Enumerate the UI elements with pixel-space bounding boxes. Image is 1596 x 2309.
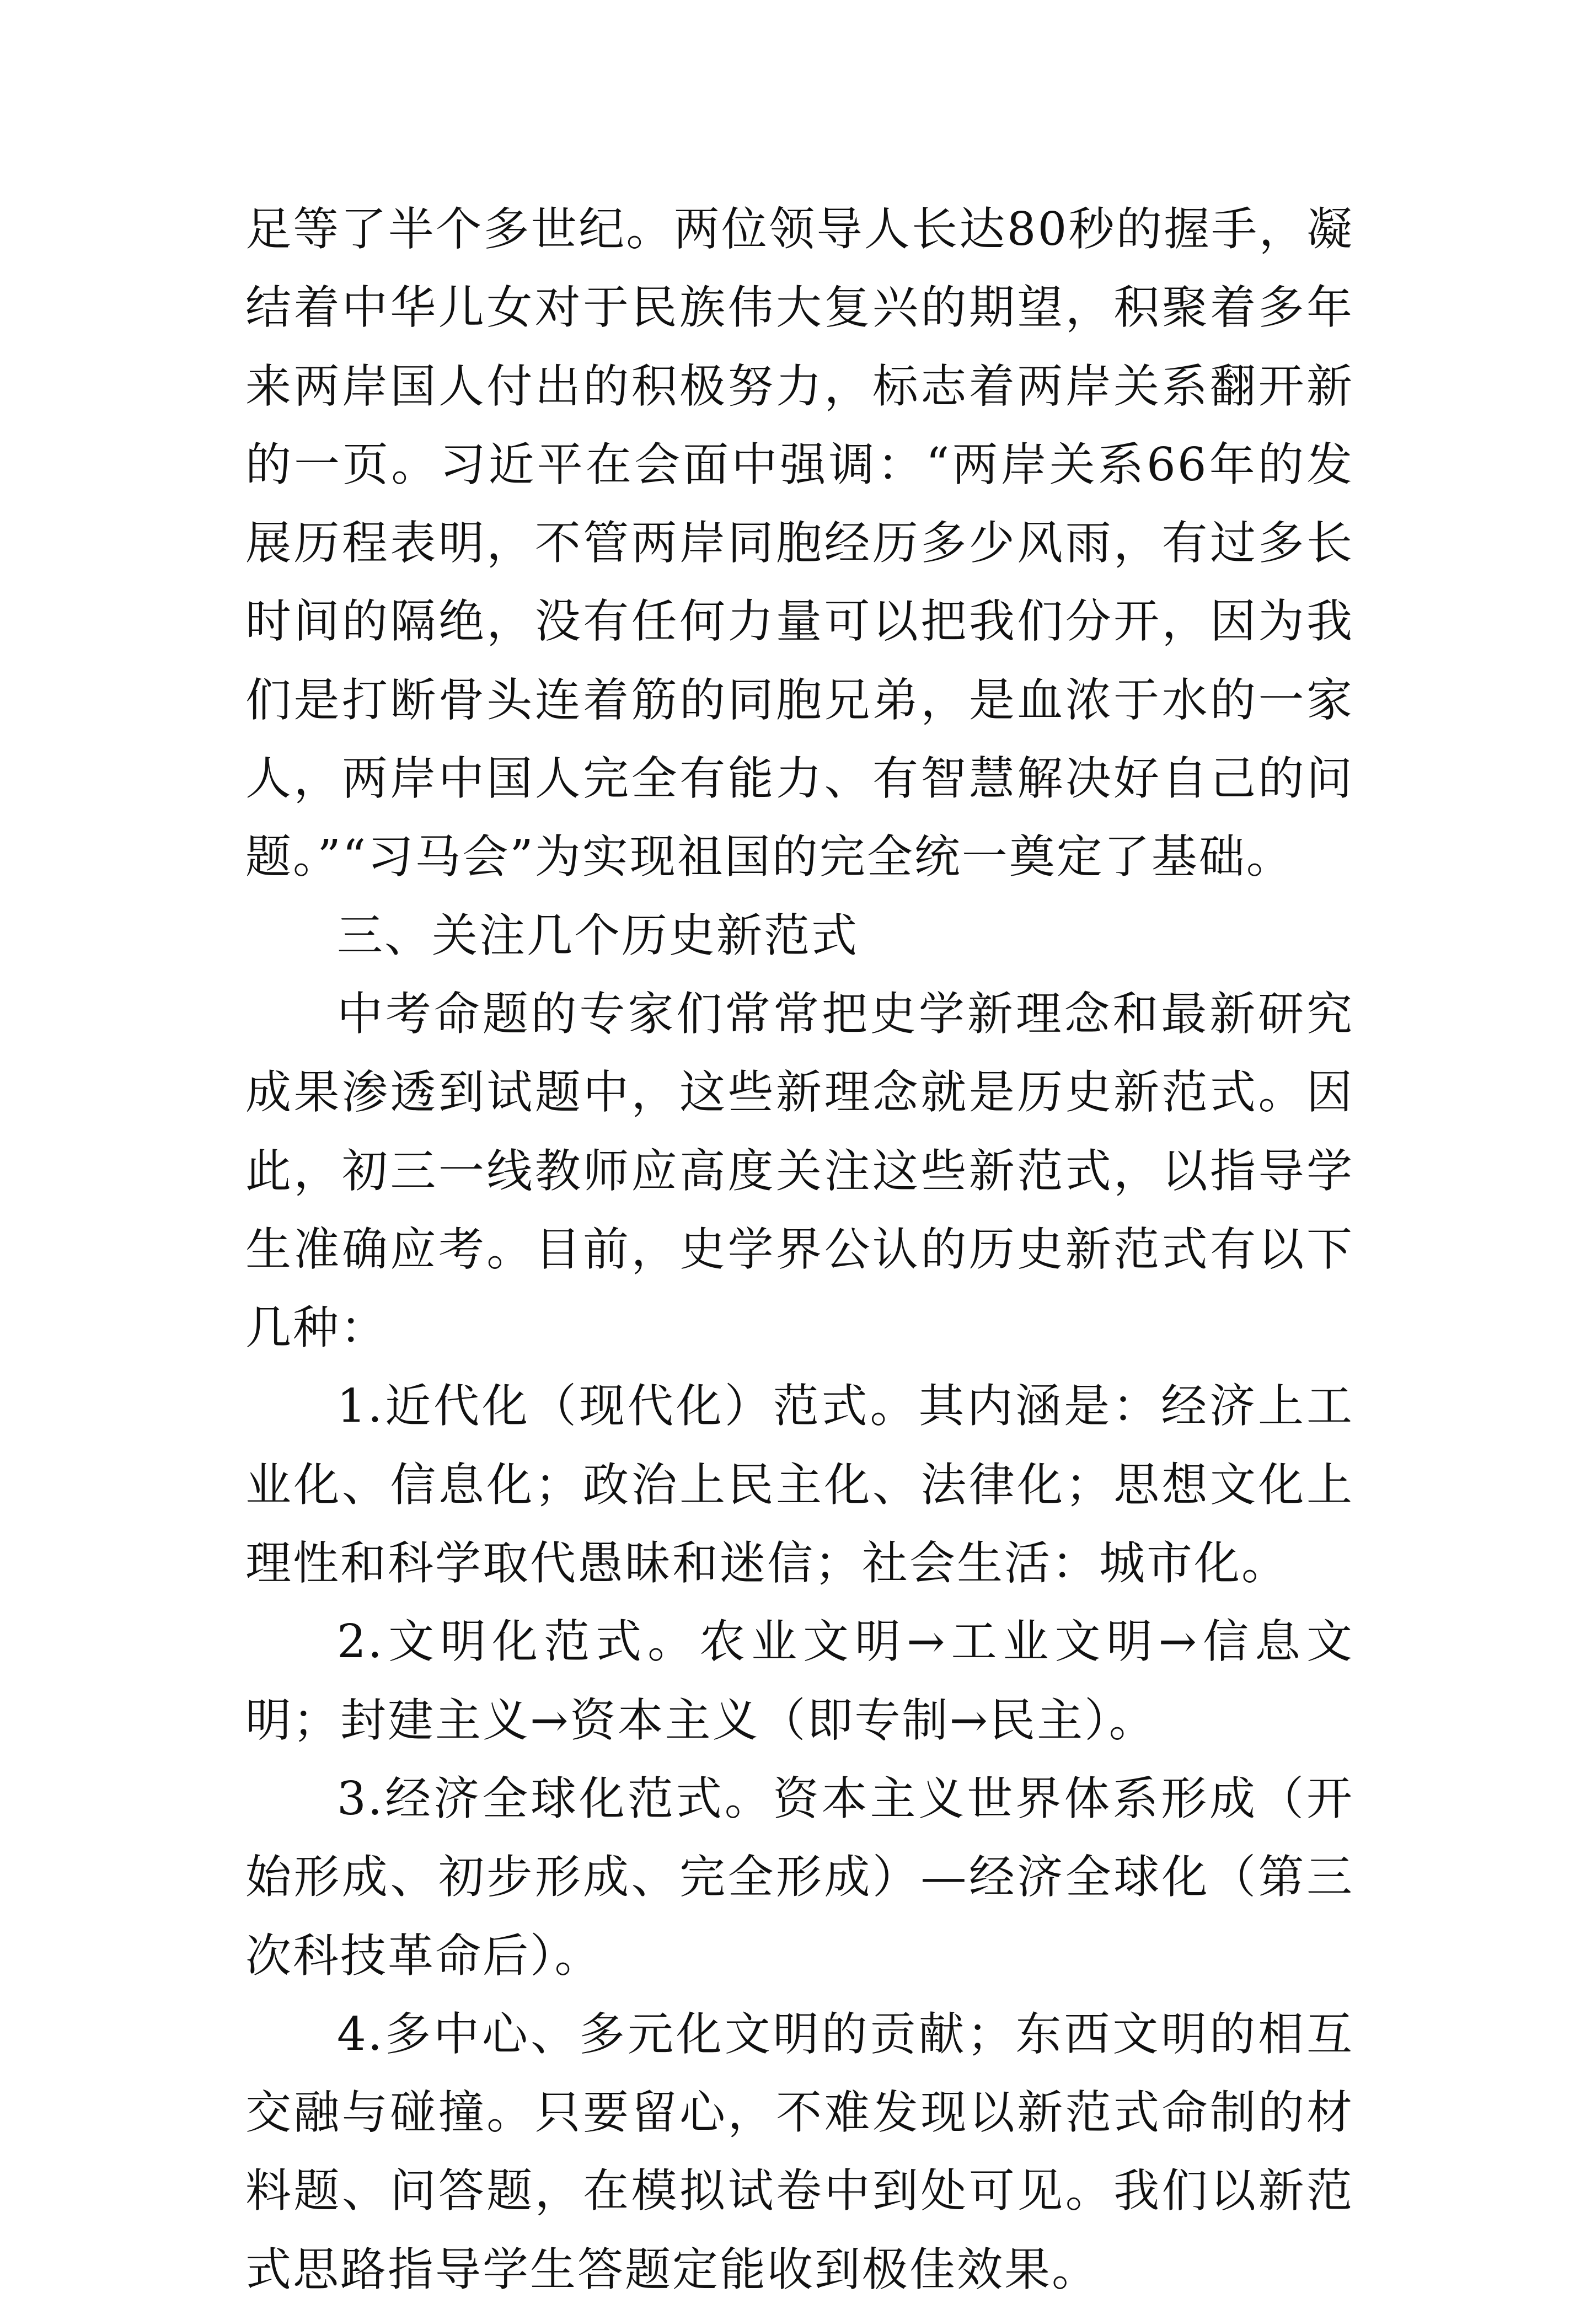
body-text <box>245 190 1354 2309</box>
paragraph-item-4: 4.多中心、多元化文明的贡献；东西文明的相互交融与碰撞。只要留心，不难发现以新范式命制的材料题、问答题，在模拟试卷中到处可见。我们以新范式思路指导学生答题定能收到极佳效果。 <box>245 2007 1354 2296</box>
paragraph-item-2: 2.文明化范式。农业文明→工业文明→信息文明；封建主义→资本主义（即专制→民主）。 <box>245 1615 1354 1747</box>
paragraph-continuation: 足等了半个多世纪。两位领导人长达80秒的握手，凝结着中华儿女对于民族伟大复兴的期望，积聚着多年来两岸国人付出的积极努力，标志着两岸关系翻开新的一页。习近平在会面中强调：“两岸关系66年的发展历程表明，不管两岸同胞经历多少风雨，有过多长时间的隔绝，没有任何力量可以把我们分开，因为我们是打断骨头连着筋的同胞兄弟，是血浓于水的一家人，两岸中国人完全有能力、有智慧解决好自己的问题。”“习马会”为实现祖国的完全统一奠定了基础。 <box>245 202 1354 884</box>
section-heading: 三、关注几个历史新范式 <box>337 908 859 962</box>
paragraph-intro: 中考命题的专家们常常把史学新理念和最新研究成果渗透到试题中，这些新理念就是历史新范式。因此，初三一线教师应高度关注这些新范式，以指导学生准确应考。目前，史学界公认的历史新范式有以下几种： <box>245 987 1354 1355</box>
paragraph-item-1: 1.近代化（现代化）范式。其内涵是：经济上工业化、信息化；政治上民主化、法律化；思想文化上理性和科学取代愚昧和迷信；社会生活：城市化。 <box>245 1379 1354 1590</box>
paragraph-item-3: 3.经济全球化范式。资本主义世界体系形成（开始形成、初步形成、完全形成）—经济全球化（第三次科技革命后）。 <box>245 1771 1354 1983</box>
